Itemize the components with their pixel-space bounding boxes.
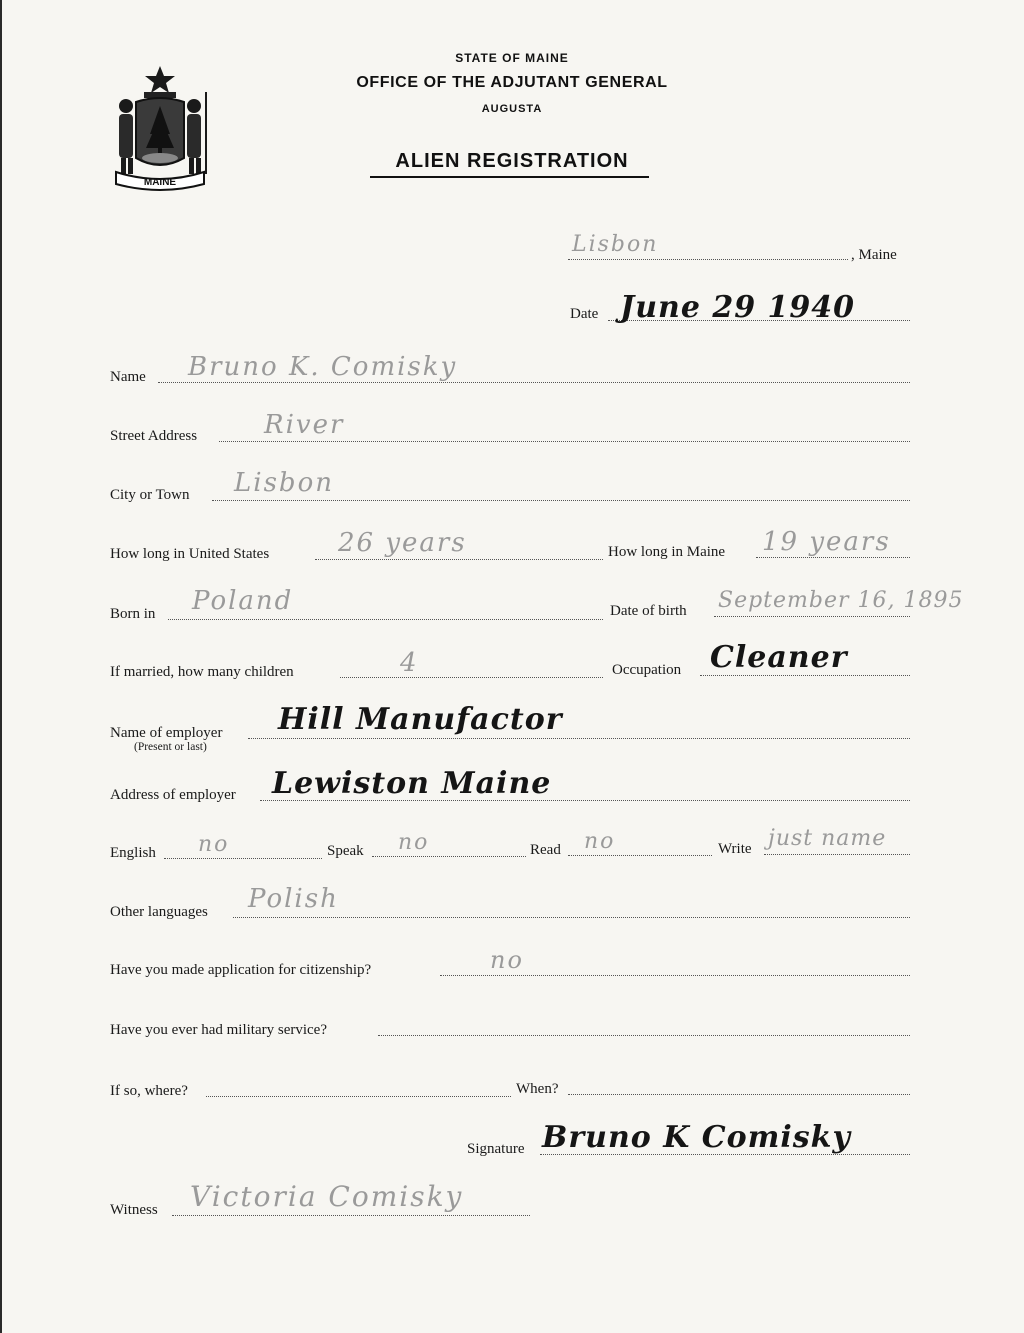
military-label: Have you ever had military service?	[110, 1022, 327, 1038]
date-label: Date	[570, 306, 599, 322]
location-line	[568, 259, 848, 260]
witness-label: Witness	[110, 1202, 158, 1218]
form-title: ALIEN REGISTRATION	[395, 150, 629, 172]
city-value[interactable]: Lisbon	[234, 468, 334, 498]
how-long-maine-label: How long in Maine	[608, 544, 726, 560]
english-value[interactable]: no	[198, 832, 230, 857]
english-label: English	[110, 845, 156, 861]
born-in-value[interactable]: Poland	[192, 586, 294, 616]
children-label: If married, how many children	[110, 664, 294, 680]
speak-line	[372, 856, 526, 857]
employer-sublabel: (Present or last)	[134, 741, 207, 753]
when-line	[568, 1094, 910, 1095]
witness-value[interactable]: Victoria Comisky	[190, 1180, 464, 1213]
state-seal-icon	[106, 62, 214, 192]
children-line	[340, 677, 603, 678]
citizenship-label: Have you made application for citizenship?	[110, 962, 372, 978]
name-label: Name	[110, 369, 146, 385]
employer-value[interactable]: Hill Manufactor	[278, 702, 563, 737]
where-label: If so, where?	[110, 1083, 188, 1099]
when-label: When?	[516, 1081, 559, 1097]
occupation-line	[700, 675, 910, 676]
born-in-line	[168, 619, 603, 620]
location-value[interactable]: Lisbon	[572, 232, 659, 257]
employer-label: Name of employer	[110, 725, 223, 741]
read-label: Read	[530, 842, 561, 858]
children-value[interactable]: 4	[400, 648, 419, 678]
how-long-us-line	[315, 559, 603, 560]
military-line	[378, 1035, 910, 1036]
how-long-maine-value[interactable]: 19 years	[762, 527, 891, 557]
street-label: Street Address	[110, 428, 198, 444]
other-languages-line	[233, 917, 910, 918]
citizenship-line	[440, 975, 910, 976]
read-value[interactable]: no	[584, 829, 616, 854]
date-of-birth-label: Date of birth	[610, 603, 687, 619]
occupation-value[interactable]: Cleaner	[710, 640, 848, 675]
date-of-birth-line	[714, 616, 910, 617]
employer-address-value[interactable]: Lewiston Maine	[272, 766, 552, 801]
employer-address-label: Address of employer	[110, 787, 236, 803]
speak-label: Speak	[327, 843, 364, 859]
witness-line	[172, 1215, 530, 1216]
date-value[interactable]: June 29 1940	[620, 290, 856, 325]
how-long-us-label: How long in United States	[110, 546, 270, 562]
name-line	[158, 382, 910, 383]
seal-text: MAINE	[143, 177, 177, 188]
citizenship-value[interactable]: no	[490, 946, 524, 974]
signature-value[interactable]: Bruno K Comisky	[542, 1120, 851, 1155]
employer-line	[248, 738, 910, 739]
write-label: Write	[718, 841, 752, 857]
location-suffix: , Maine	[851, 247, 897, 263]
where-line	[206, 1096, 511, 1097]
header-state: STATE OF MAINE	[455, 51, 569, 65]
other-languages-label: Other languages	[110, 904, 208, 920]
write-line	[764, 854, 910, 855]
occupation-label: Occupation	[612, 662, 682, 678]
street-value[interactable]: River	[264, 410, 345, 440]
born-in-label: Born in	[110, 606, 156, 622]
header-city: AUGUSTA	[481, 103, 543, 115]
other-languages-value[interactable]: Polish	[248, 884, 339, 914]
signature-label: Signature	[467, 1141, 525, 1157]
title-underline	[370, 176, 649, 178]
name-value[interactable]: Bruno K. Comisky	[188, 352, 458, 382]
date-of-birth-value[interactable]: September 16, 1895	[718, 588, 964, 613]
how-long-us-value[interactable]: 26 years	[338, 528, 467, 558]
speak-value[interactable]: no	[398, 830, 430, 855]
read-line	[568, 855, 712, 856]
city-label: City or Town	[110, 487, 190, 503]
write-value[interactable]: just name	[768, 826, 887, 851]
english-line	[164, 858, 322, 859]
city-line	[212, 500, 910, 501]
header-office: OFFICE OF THE ADJUTANT GENERAL	[356, 74, 668, 91]
how-long-maine-line	[756, 557, 910, 558]
street-line	[219, 441, 910, 442]
